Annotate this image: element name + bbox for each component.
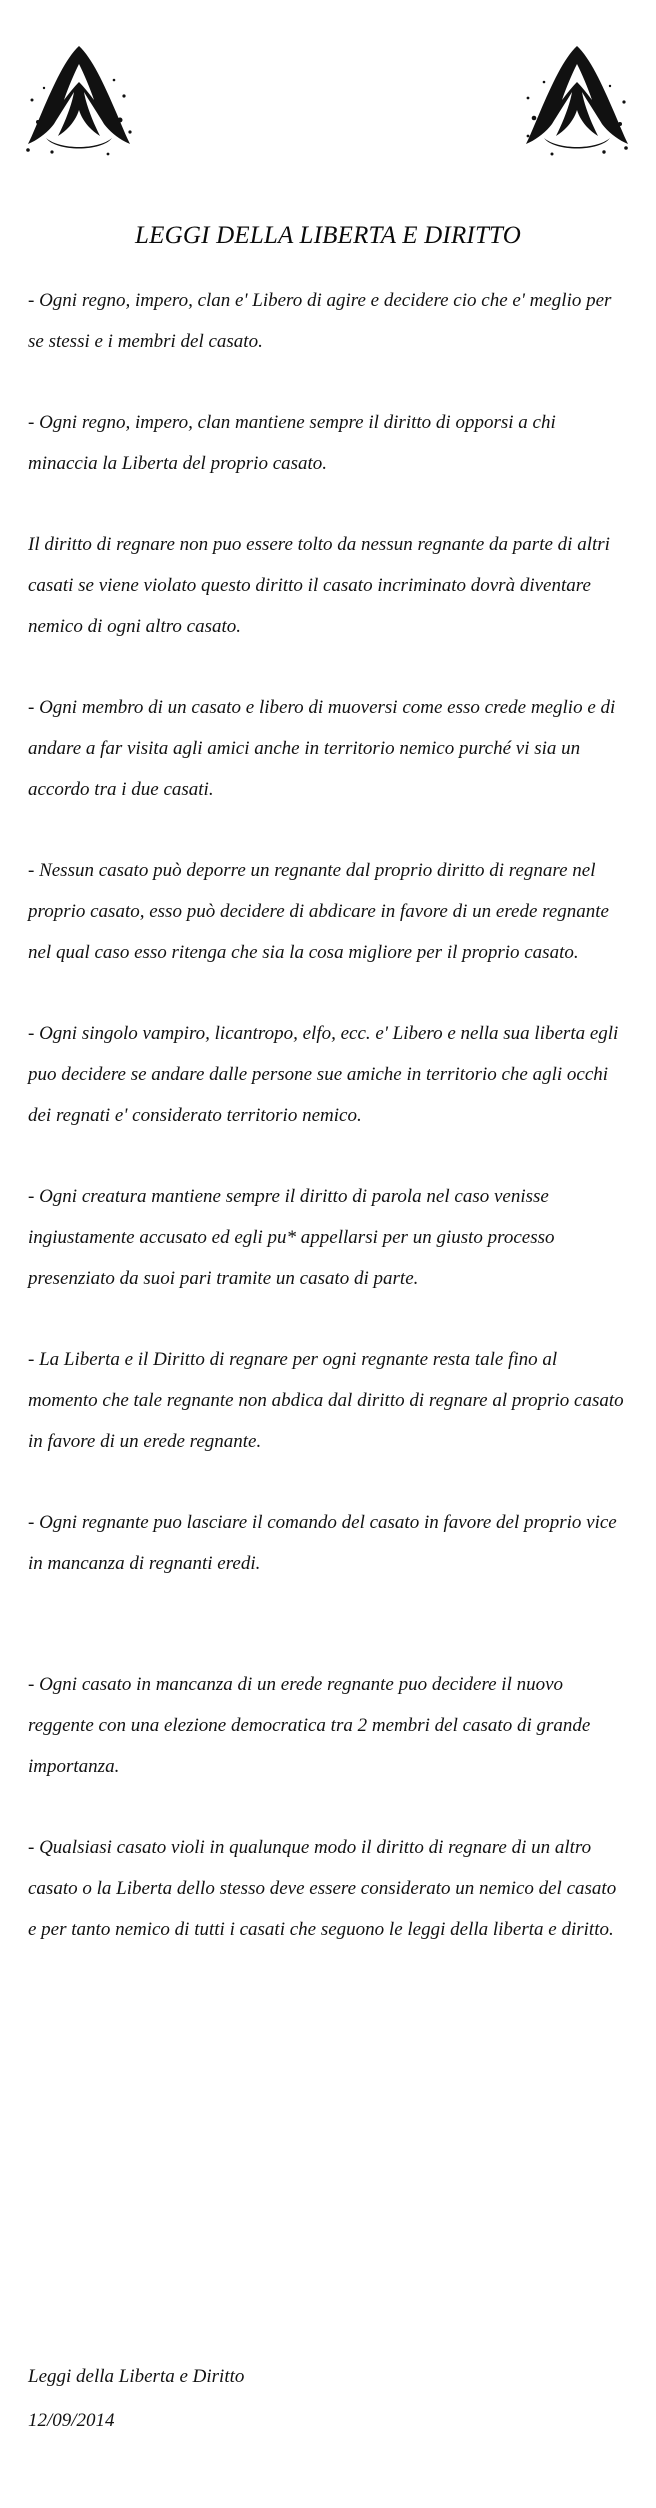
law-paragraph: - Ogni singolo vampiro, licantropo, elfo, ecc. e' Libero e nella sua liberta egli puo decidere se andare dalle persone sue amiche in territorio che agli occhi dei regnati e' considerato territorio nemico.	[28, 1023, 619, 1126]
law-paragraph: - La Liberta e il Diritto di regnare per ogni regnante resta tale fino al momento che tale regnante non abdica dal diritto di regnare al proprio casato in favore di un erede regnante.	[28, 1349, 624, 1452]
document-title: LEGGI DELLA LIBERTA E DIRITTO	[135, 222, 521, 249]
law-paragraph: - Ogni regnante puo lasciare il comando del casato in favore del proprio vice in mancanza di regnanti eredi.	[28, 1512, 617, 1574]
document-footer	[28, 2355, 244, 2443]
law-paragraph: - Ogni regno, impero, clan mantiene sempre il diritto di opporsi a chi minaccia la Liberta del proprio casato.	[28, 412, 556, 474]
law-paragraph: Il diritto di regnare non puo essere tolto da nessun regnante da parte di altri casati se viene violato questo diritto il casato incriminato dovrà diventare nemico di ogni altro casato.	[28, 534, 610, 637]
assassin-insignia-icon	[24, 40, 134, 160]
assassin-insignia-icon	[522, 40, 632, 160]
law-paragraph: - Ogni regno, impero, clan e' Libero di agire e decidere cio che e' meglio per se stessi e i membri del casato.	[28, 290, 612, 352]
law-paragraph: - Ogni casato in mancanza di un erede regnante puo decidere il nuovo reggente con una elezione democratica tra 2 membri del casato di grande importanza.	[28, 1674, 591, 1777]
law-list	[28, 280, 628, 1990]
law-paragraph: - Nessun casato può deporre un regnante dal proprio diritto di regnare nel proprio casato, esso può decidere di abdicare in favore di un erede regnante nel qual caso esso ritenga che sia la cosa migliore per il proprio casato.	[28, 860, 609, 963]
footer-date: 12/09/2014	[28, 2410, 115, 2431]
law-paragraph: - Ogni creatura mantiene sempre il diritto di parola nel caso venisse ingiustamente accusato ed egli pu* appellarsi per un giusto processo presenziato da suoi pari tramite un casato di parte.	[28, 1186, 555, 1289]
footer-signature: Leggi della Liberta e Diritto	[28, 2366, 245, 2387]
law-paragraph: - Qualsiasi casato violi in qualunque modo il diritto di regnare di un altro casato o la Liberta dello stesso deve essere considerato un nemico del casato e per tanto nemico di tutti i casati che seguono le leggi della liberta e diritto.	[28, 1837, 617, 1940]
law-paragraph: - Ogni membro di un casato e libero di muoversi come esso crede meglio e di andare a far visita agli amici anche in territorio nemico purché vi sia un accordo tra i due casati.	[28, 697, 616, 800]
